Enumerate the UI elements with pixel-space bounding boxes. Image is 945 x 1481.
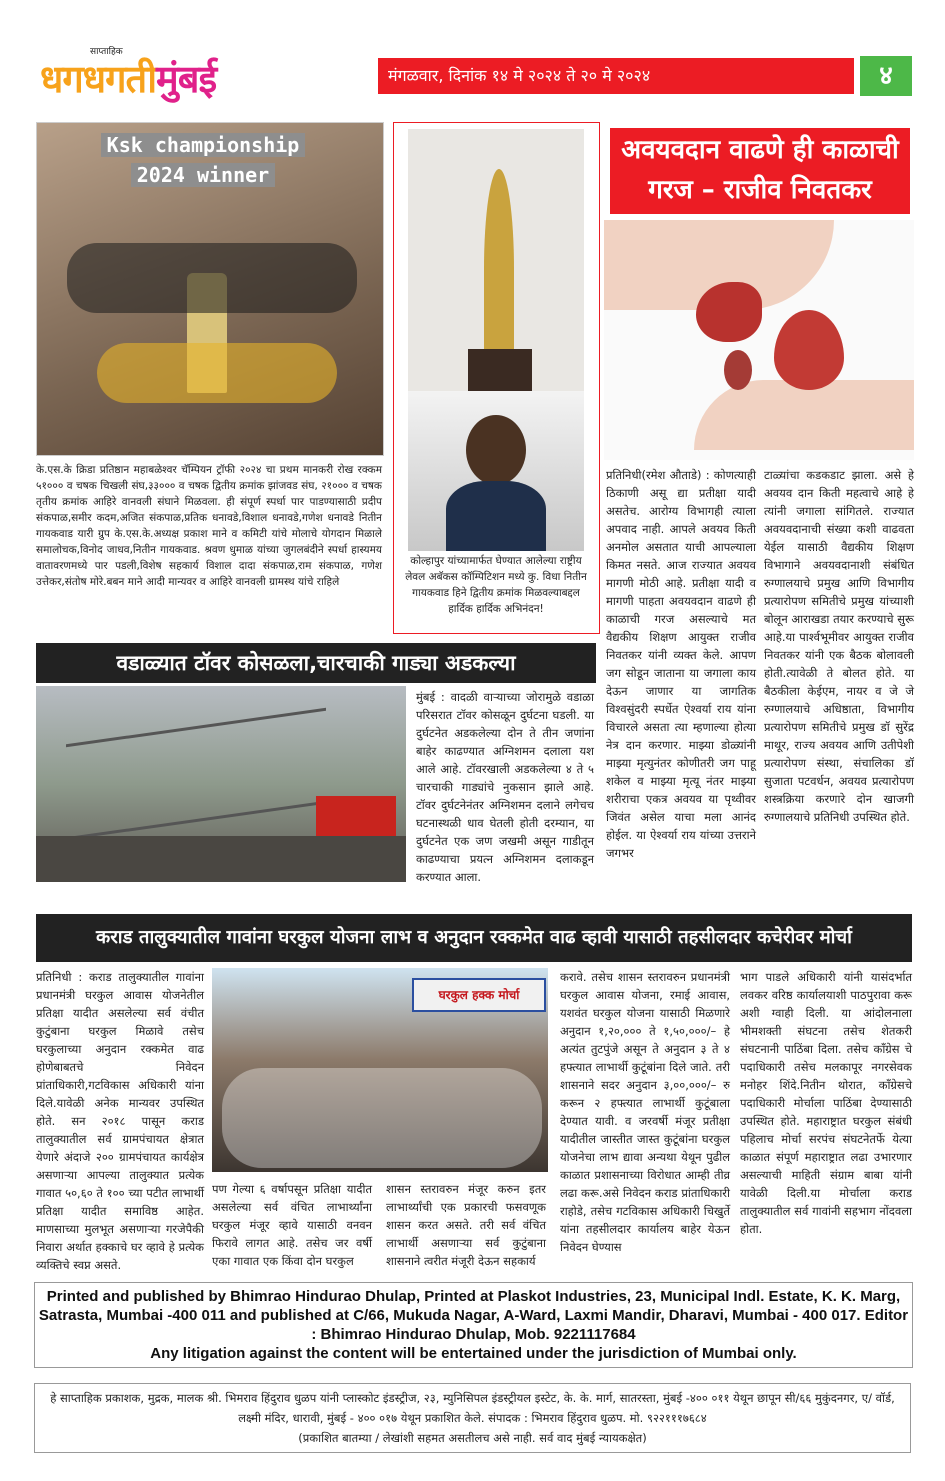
newspaper-logo: धगधगतीमुंबई xyxy=(40,57,217,101)
organ-illustration xyxy=(604,220,914,460)
kidney-shape xyxy=(724,350,752,390)
organ-col-2: टाळ्यांचा कडकडाट झाला. असे हे अवयव दान किती महत्वाचे आहे हे त्यांनी जगाला सांगितले. राज्यात अवयवदानाची संख्या कशी वाढवता येईल यासाठी वैद्यकीय शिक्षण विभागाने अवयवदानाशी संबंधित रुग्णालयाचे प्रमुख आणि विभागीय प्रत्यारोपण समितीचे प्रमुख यांच्याशी बोलून आराखडा तयार करण्याचे सुरू आहे.या पार्श्वभूमीवर आयुक्त राजीव निवतकर यांनी एक बैठक बोलावली होती.त्यावेळी ते बोलत होते. या बैठकीला केईएम, नायर व जे जे रुग्णालयाचे अधिष्ठाता, विभागीय प्रत्यारोपण समितीचे प्रमुख डॉ सुरेंद्र माथूर, राज्य अवयव आणि उतीपेशी प्रत्यारोपण संस्था, संचालिका डॉ सुजाता पटवर्धन, अवयव प्रत्यारोपण शस्त्रक्रिया करणारे दोन खाजगी रुग्णालयाचे प्रतिनिधी उपस्थित होते. xyxy=(764,468,914,824)
karad-protest-photo xyxy=(212,968,548,1172)
team-jerseys-shape xyxy=(97,343,337,403)
child-blazer-shape xyxy=(446,481,546,551)
collapsed-tower-shape xyxy=(66,708,326,841)
tower-body: मुंबई : वादळी वाऱ्याच्या जोरामुळे वडाळा परिसरात टॉवर कोसळून दुर्घटना घडली. या दुर्घटनेत अडकलेल्या दोन ते तीन जणांना बाहेर काढण्यात अग्निशमन दलाला यश आले आहे. टॉवरखाली अडकलेल्या ४ ते ५ चारचाकी गाड्यांचे नुकसान झाले आहे. टॉवर दुर्घटनेनंतर अग्निशमन दलाने लगेचच घटनास्थळी धाव घेतली होती दरम्यान, या दुर्घटनेत एक जण जखमी असून गाडीतून काढण्याचा प्रयत्न अग्निशमन दलाकडून करण्यात आला. xyxy=(416,690,594,884)
trophy-box xyxy=(393,122,600,634)
marathi-imprint: हे साप्ताहिक प्रकाशक, मुद्रक, मालक श्री. भिमराव हिंदुराव धुळप यांनी प्लास्कोट इंडस्ट्रीज, २३, म्युनिसिपल इंडस्ट्रीयल इस्टेट, के. के. मार्ग, सातरस्ता, मुंबई -४०० ०११ येथून छापून सी/६६ मुकुंदनगर, ए/ वॉर्ड, लक्ष्मी मंदिर, धारावी, मुंबई - ४०० ०१७ येथून प्रकाशित केले. संपादक : भिमराव हिंदुराव धुळप. मो. ९२२१११७६८४ (प्रकाशित बातम्या / लेखांशी सहमत असतीलच असे नाही. सर्व वाद मुंबई न्यायकक्षेत) xyxy=(34,1383,911,1453)
liver-shape xyxy=(696,282,762,342)
tower-headline: वडाळ्यात टॉवर कोसळला,चारचाकी गाड्या अडकल्या xyxy=(36,643,596,683)
organ-headline: अवयवदान वाढणे ही काळाची गरज – राजीव निवतकर xyxy=(610,128,910,214)
road-crowd-shape xyxy=(36,836,406,882)
protest-banner: घरकुल हक्क मोर्चा xyxy=(412,978,546,1012)
ksk-caption: के.एस.के क्रिडा प्रतिष्ठान महाबळेश्वर चॅम्पियन ट्रॉफी २०२४ चा प्रथम मानकरी रोख रक्कम ५१००० व चषक चिखली संघ,३३००० व चषक द्वितीय क्रमांक झांजवड संघ, २१००० व चषक तृतीय क्रमांक आहिरे वानवली संघाने मिळवला. ही संपूर्ण स्पर्धा पार पाडण्यासाठी प्रदीप संकपाळ,समीर कदम,अजित संकपाळ,प्रतिक धनावडे,विशाल धनावडे,गणेश धनावडे नितीन गायकवाड यारी ग्रुप के.एस.के.अध्यक्ष प्रकाश माने व कमिटी यांचे मोलाचे योगदान मिळाले समालोचक,विनोद जाधव,नितीन गायकवाड. श्रवण धुमाळ यांच्या जुगलबंदीने स्पर्धा हास्यमय वातावरणमध्ये पार पडली,विशेष सहकार्य विशाल दादा संकपाळ,राम संकपाळ, गणेश उत्तेकर,संतोष मोरे.बबन माने आदी मान्यवर व आहिरे वानवली ग्रामस्थ यांचे राहिले xyxy=(36,464,382,588)
karad-col-4: करावे. तसेच शासन स्तरावरुन प्रधानमंत्री घरकुल आवास योजना, रमाई आवास, यशवंत घरकुल योजना यासाठी मिळणारे अनुदान १,२०,००० ते १,५०,०००/– हे अत्यंत तुटपुंजे असून ते अनुदान ३ ते ४ हफ्त्यात लाभार्थी कुटूंबांना दिले जाते. तरी शासनाने सदर अनुदान ३,००,०००/– रु करून २ हफ्त्यात लाभार्थी कुटूंबाला देण्यात यावी. व जरवर्षी मंजूर प्रतीक्षा यादीतील जास्तीत जास्त कुटूंबांना घरकुल योजनेचा लाभ द्यावा अन्यथा येथून पुढील काळात प्रशासनाच्या विरोधात आम्ही तीव्र लढा करू.असे निवेदन कराड प्रांताधिकारी राहोडे, तसेच गटविकास अधिकारी चिखुर्ते यांना तहसीलदार कार्यालय बाहेर येऊन निवेदन घेण्यास xyxy=(560,970,730,1254)
issue-date: मंगळवार, दिनांक १४ मे २०२४ ते २० मे २०२४ xyxy=(378,58,854,94)
karad-col-3: शासन स्तरावरुन मंजूर करुन इतर लाभार्थ्यांची एक प्रकारची फसवणूक शासन करत असते. तरी सर्व वंचित लाभार्थी असणाऱ्या सर्व कुटुंबाना शासनाने त्वरीत मंजूरी देऊन सहकार्य xyxy=(386,1182,546,1268)
page-number: ४ xyxy=(860,56,912,96)
lower-hand-shape xyxy=(694,380,914,450)
english-imprint: Printed and published by Bhimrao Hindurao Dhulap, Printed at Plaskot Industries, 23, Municipal Indl. Estate, K. K. Marg, Satrasta, Mumbai -400 011 and published at C/66, Mukuda Nagar, A-Ward, Laxmi Mandir, Dharavi, Mumbai - 400 017. Editor : Bhimrao Hindurao Dhulap, Mob. 9221117684 Any litigation against the content will be entertained under the jurisdiction of Mumbai only. xyxy=(34,1282,913,1368)
crowd-shape xyxy=(222,1068,542,1168)
karad-headline: कराड तालुक्यातील गावांना घरकुल योजना लाभ व अनुदान रक्कमेत वाढ व्हावी यासाठी तहसीलदार कचेरीवर मोर्चा xyxy=(36,914,912,962)
tower-photo xyxy=(36,686,406,882)
masthead xyxy=(40,44,370,106)
karad-col-5: भाग पाडले अधिकारी यांनी यासंदर्भात लवकर वरिष्ठ कार्यालयाशी पाठपुरावा करू अशी ग्वाही दिली. या आंदोलनाला भीमशक्ती संघटना तसेच शेतकरी संघटनानी पाठिंबा दिला. तसेच कॉंग्रेस चे पदाधिकारी तसेच मलकापूर नगरसेवक मनोहर शिंदे.नितीन थोरात, कॉंग्रेसचे पदाधिकारी मोर्चाला पाठिंबा देण्यासाठी उपस्थित होते. महाराष्ट्रात घरकुल संबंधी पहिलाच मोर्चा सरपंच संघटनेतर्फे येत्या काळात संपूर्ण महाराष्ट्रात लढा उभारणार असल्याची माहिती संग्राम बाबा यांनी यावेळी दिली.या मोर्चाला कराड तालुक्यातील सर्व गावांनी सहभाग नोंदवला होता. xyxy=(740,970,912,1236)
karad-col-1: प्रतिनिधी : कराड तालुक्यातील गावांना प्रधानमंत्री घरकुल आवास योजनेतील प्रतिक्षा यादीत असलेल्या सर्व वंचीत कुटुंबाना घरकुल मिळावे तसेच घरकुलाच्या अनुदान रक्कमेत वाढ होणेबाबतचे निवेदन प्रांताधिकारी,गटविकास अधिकारी यांना दिले.यावेळी अनेक मान्यवर उपस्थित होते. सन २०१८ पासून कराड तालुक्यातील सर्व ग्रामपंचायत क्षेत्रात येणारे अंदाजे २०० ग्रामपंचायत कार्यक्षेत्र असणाऱ्या आपल्या तालुक्यात प्रत्येक गावात ५०,६० ते १०० च्या पटीत लाभार्थी प्रतिक्षा यादीत समाविष्ठ आहेत. माणसाच्या मुलभूत असणाऱ्या गरजेपैकी निवारा अर्थात हक्काचे घर व्हावे हे प्रत्येक व्यक्तिचे स्वप्न असते. xyxy=(36,970,204,1272)
team-row-shape xyxy=(67,243,357,313)
child-head-shape xyxy=(466,415,526,485)
weekly-label: साप्ताहिक xyxy=(90,47,123,57)
karad-col-2: पण गेल्या ६ वर्षापसून प्रतिक्षा यादीत असलेल्या सर्व वंचित लाभार्थ्यांना घरकुल मंजूर व्हावे यासाठी वनवन फिरावे लागत आहे. तसेच जर वर्षी एका गावात एक किंवा दोन घरकुल xyxy=(212,1182,372,1268)
trophy-caption: कोल्हापुर यांच्यामार्फत घेण्यात आलेल्या राष्ट्रीय लेवल अबॅकस कॉम्पिटिशन मध्ये कु. विधा नितीन गायकवाड हिने द्वितीय क्रमांक मिळवल्याबद्दल हार्दिक हार्दिक अभिनंदन! xyxy=(405,555,587,615)
ksk-title: Ksk championship 2024 winner xyxy=(55,130,351,190)
child-photo xyxy=(408,391,584,551)
heart-shape xyxy=(774,310,844,390)
organ-col-1: प्रतिनिधी(रमेश औताडे) : कोणत्याही ठिकाणी असू द्या प्रतीक्षा यादी असतेच. आरोग्य विभागही त्याला अपवाद नाही. आपले अवयव किती अनमोल असतात याची आपल्याला किमत नसते. आज राज्यात अवयव मागणी मोठी आहे. प्रतीक्षा यादी व मागणी पाहता अवयवदान वाढणे ही काळाची गरज असल्याचे मत वैद्यकीय शिक्षण आयुक्त राजीव निवतकर यांनी व्यक्त केले. आपण जग सोडून जाताना या जगाला काय देऊन जाणार या जागतिक विश्वसुंदरी स्पर्धेत ऐश्वर्या राय यांना विचारले असता त्या म्हणाल्या होत्या नेत्र दान करणार. माझ्या डोळ्यांनी माझ्या मृत्युनंतर कोणीतरी जग पाहू शकेल व माझ्या मृत्यू नंतर माझ्या शरीराचा एकत्र अवयव या पृथ्वीवर जिवंत असेल याचा मला आनंद होईल. या ऐश्वर्या राय यांच्या उत्तराने जगभर xyxy=(606,468,756,860)
trophy-shape xyxy=(484,169,514,369)
